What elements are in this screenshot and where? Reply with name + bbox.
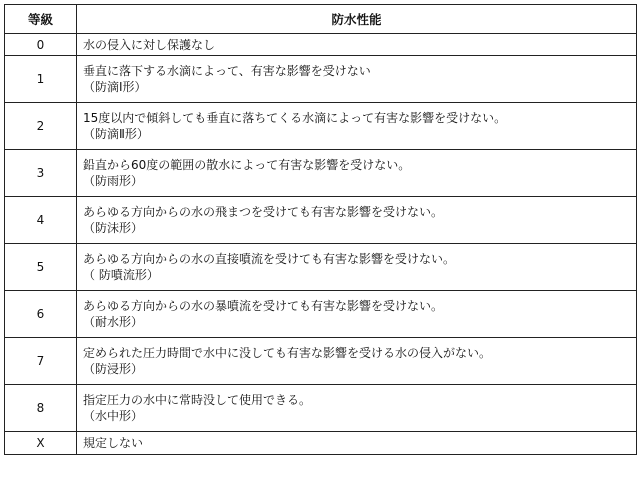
grade-cell: 0 — [5, 34, 77, 56]
performance-note: （防浸形） — [83, 362, 144, 376]
performance-note: （防滴Ⅰ形） — [83, 80, 147, 94]
performance-cell — [77, 385, 637, 432]
table-row — [5, 244, 637, 291]
grade-cell: 5 — [5, 244, 77, 291]
grade-cell: 1 — [5, 56, 77, 103]
grade-cell: X — [5, 432, 77, 455]
performance-cell — [77, 150, 637, 197]
performance-text: あらゆる方向からの水の暴噴流を受けても有害な影響を受けない。 — [83, 299, 444, 313]
table-row — [5, 338, 637, 385]
table-header-row — [5, 5, 637, 34]
header-grade: 等級 — [5, 5, 77, 34]
document — [4, 4, 636, 492]
performance-cell — [77, 291, 637, 338]
grade-cell: 2 — [5, 103, 77, 150]
performance-cell — [77, 338, 637, 385]
table-row — [5, 103, 637, 150]
grade-cell: 4 — [5, 197, 77, 244]
performance-cell — [77, 34, 637, 56]
performance-text: 15度以内で傾斜しても垂直に落ちてくる水滴によって有害な影響を受けない。 — [83, 111, 507, 125]
performance-text: 水の侵入に対し保護なし — [83, 37, 216, 52]
performance-note: （防雨形） — [83, 174, 144, 188]
table-row — [5, 34, 637, 56]
performance-note: （耐水形） — [83, 315, 144, 329]
performance-cell — [77, 197, 637, 244]
table-row — [5, 150, 637, 197]
grade-cell: 7 — [5, 338, 77, 385]
table-row — [5, 432, 637, 455]
table-row — [5, 197, 637, 244]
performance-cell — [77, 432, 637, 455]
header-performance: 防水性能 — [77, 5, 637, 34]
grade-cell: 3 — [5, 150, 77, 197]
waterproof-grade-table — [4, 4, 637, 455]
performance-text: あらゆる方向からの水の直接噴流を受けても有害な影響を受けない。 — [83, 252, 456, 266]
table-row — [5, 56, 637, 103]
performance-note: （ 防噴流形） — [83, 268, 159, 282]
table-row — [5, 385, 637, 432]
performance-cell — [77, 103, 637, 150]
performance-note: （防沫形） — [83, 221, 144, 235]
grade-cell: 6 — [5, 291, 77, 338]
grade-cell: 8 — [5, 385, 77, 432]
performance-text: 指定圧力の水中に常時没して使用できる。 — [83, 393, 312, 407]
performance-note: （水中形） — [83, 409, 144, 423]
performance-text: あらゆる方向からの水の飛まつを受けても有害な影響を受けない。 — [83, 205, 444, 219]
performance-text: 垂直に落下する水滴によって、有害な影響を受けない — [83, 64, 371, 78]
performance-text: 鉛直から60度の範囲の散水によって有害な影響を受けない。 — [83, 158, 411, 172]
performance-text: 規定しない — [83, 436, 144, 450]
performance-text: 定められた圧力時間で水中に没しても有害な影響を受ける水の侵入がない。 — [83, 346, 492, 360]
performance-cell — [77, 244, 637, 291]
performance-cell — [77, 56, 637, 103]
performance-note: （防滴Ⅱ形） — [83, 127, 149, 141]
table-row — [5, 291, 637, 338]
